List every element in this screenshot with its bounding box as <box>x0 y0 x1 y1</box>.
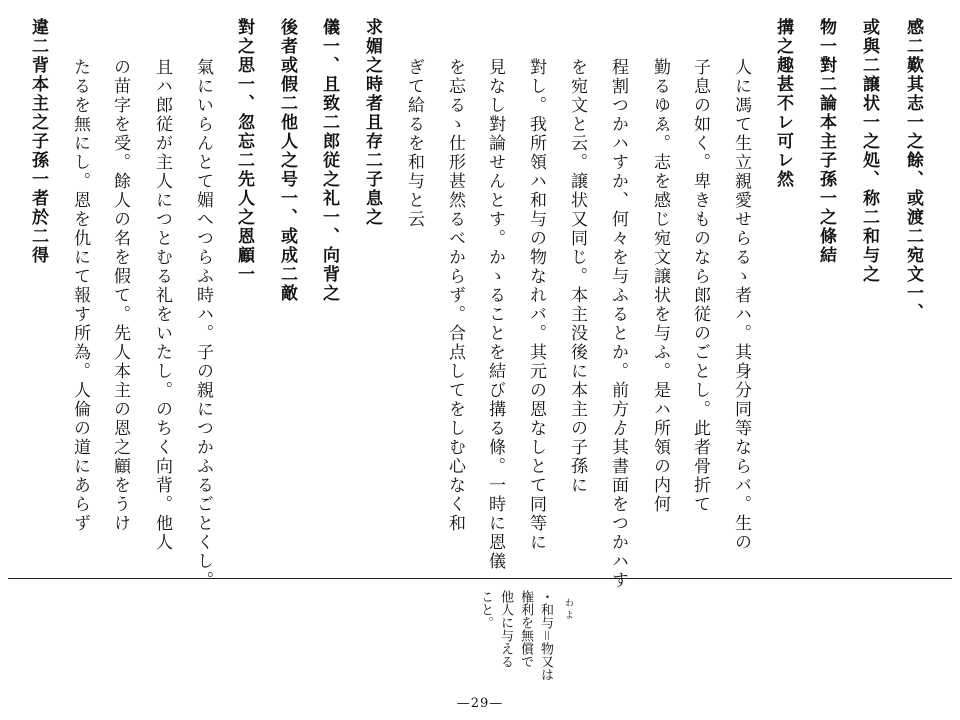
text-column-10: 對し。我所領ハ和与の物なれバ。其元の恩なしとて同等に <box>526 58 546 552</box>
text-column-19: 且ハ郎従が主人につとむる礼をいたし。のちく向背。他人 <box>152 58 172 552</box>
page-number: —29— <box>456 696 504 711</box>
text-column-8: 程割つかハすか、何々を与ふるとか。前方ゟ其書面をつかハす <box>608 58 628 590</box>
footnote-line-3: 他人に与える <box>498 590 513 668</box>
text-column-7: 勤るゆゑ。志を感じ宛文譲状を与ふ。是ハ所領の内何 <box>650 58 670 514</box>
text-column-20: の苗字を受。餘人の名を假て。先人本主の恩之顧をうけ <box>110 58 130 533</box>
footnote-line-4: こと。 <box>478 590 493 629</box>
text-column-6: 子息の如く。卑きものなら郎従のごとし。此者骨折て <box>690 58 710 514</box>
heading-column-4: 搆之趣甚不レ可レ然 <box>773 18 793 189</box>
heading-column-16: 後者或假二他人之号一、或成二敵 <box>277 18 297 303</box>
footnote-line-1: ・和与＝物又は <box>538 590 553 682</box>
text-column-13: ぎて給るを和与と云 <box>404 58 424 229</box>
heading-column-22: 違二背本主之子孫一者於二得 <box>28 18 48 265</box>
text-column-5: 人に馮て生立親愛せらるゝ者ハ。其身分同等ならバ。生の <box>731 58 751 552</box>
text-column-12: を忘るゝ仕形甚然るべからず。合点してをしむ心なく和 <box>445 58 465 533</box>
heading-column-2: 或與二譲状一之処、称二和与之 <box>859 18 879 284</box>
footnote-line-2: 権利を無償で <box>518 590 533 668</box>
heading-column-15: 儀一、且致二郎従之礼一、向背之 <box>319 18 339 303</box>
heading-column-14: 求媚之時者且存二子息之 <box>362 18 382 227</box>
text-column-11: 見なし對論せんとす。かゝることを結び搆る條。一時に恩儀 <box>485 58 505 571</box>
heading-column-3: 物一對二論本主子孫一之條結 <box>816 18 836 265</box>
text-column-21: たるを無にし。恩を仇にて報す所為。人倫の道にあらず <box>70 58 90 533</box>
text-column-18: 氣にいらんとて媚へつらふ時ハ。子の親につかふるごとくし。 <box>193 58 213 590</box>
heading-column-1: 感二歎其志一之餘、或渡二宛文一、 <box>903 18 923 322</box>
footnote-ruby: わ よ <box>563 598 573 619</box>
heading-column-17: 對之思一、忽忘二先人之恩顧一 <box>234 18 254 284</box>
text-column-9: を宛文と云。譲状又同じ。本主没後に本主の子孫に <box>567 58 587 495</box>
